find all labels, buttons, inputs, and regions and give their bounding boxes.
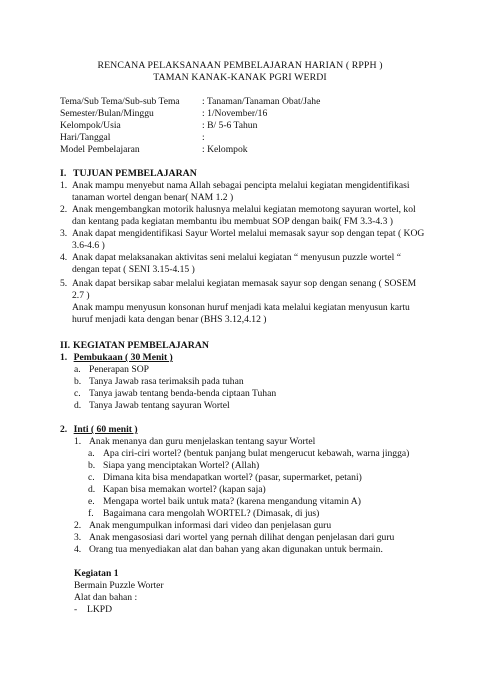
item-text: Anak mampu menyusun konsonan huruf menjadi kata melalui kegiatan menyusun kartu (72, 302, 410, 313)
item-text: Anak dapat mengidentifikasi Sayur Wortel melalui memasak sayur sop dengan tepat ( KOG (72, 228, 425, 239)
item-number: 3. (60, 228, 68, 239)
item-text: Apa ciri-ciri wortel? (bentuk panjang bulat mengerucut kebawah, warna jingga) (103, 448, 410, 459)
item-letter: a. (74, 364, 81, 375)
item-text: tanaman wortel dengan benar( NAM 1.2 ) (72, 192, 234, 203)
section-title: TUJUAN PEMBELAJARAN (73, 168, 197, 179)
item-text: Anak mengumpulkan informasi dari video dan penjelasan guru (89, 520, 332, 531)
meta-row-model (60, 144, 440, 156)
item-number: 2. (60, 204, 68, 215)
inti-label: Inti ( 60 menit ) (73, 424, 138, 435)
item-text: Tanya Jawab rasa terimaksih pada tuhan (89, 376, 244, 387)
item-letter: c. (74, 388, 81, 399)
item-number: 1. (74, 436, 82, 447)
item-text: huruf menjadi kata dengan benar (BHS 3.12,4.12 ) (72, 314, 267, 325)
item-text: 2.7 ) (72, 290, 90, 301)
meta-value: : 1/November/16 (202, 108, 268, 119)
meta-label: Hari/Tanggal (60, 132, 111, 143)
meta-row-tema (60, 96, 440, 108)
pembukaan-number: 1. (60, 352, 68, 363)
item-text: LKPD (87, 604, 113, 615)
meta-row-hari (60, 132, 440, 144)
inti-heading (60, 424, 138, 436)
item-number: 3. (74, 532, 82, 543)
item-letter: b. (74, 376, 82, 387)
item-text: Dimana kita bisa mendapatkan wortel? (pasar, supermarket, petani) (103, 472, 362, 483)
inti-number: 2. (60, 424, 68, 435)
item-number: 1. (60, 180, 68, 191)
item-letter: c. (88, 472, 95, 483)
bullet-dash: - (74, 604, 78, 615)
section-heading-tujuan (60, 168, 197, 180)
item-text: Anak dapat melaksanakan aktivitas seni melalui kegiatan “ menyusun puzzle wortel “ (72, 252, 402, 263)
item-text: Orang tua menyediakan alat dan bahan yang akan digunakan untuk bermain. (89, 544, 383, 555)
item-text: Kapan bisa memakan wortel? (kapan saja) (103, 484, 266, 495)
item-text: 3.6-4.6 ) (72, 240, 105, 251)
item-text: dan kentang pada kegiatan membantu ibu membuat SOP dengan baik( FM 3.3-4.3 ) (72, 216, 393, 227)
item-number: 2. (74, 520, 82, 531)
kegiatan-title: Kegiatan 1 (74, 568, 119, 579)
section-number: II. (60, 340, 71, 351)
meta-value: : B/ 5-6 Tahun (202, 120, 258, 131)
item-letter: b. (88, 460, 96, 471)
item-text: Tanya jawab tentang benda-benda ciptaan Tuhan (89, 388, 277, 399)
kegiatan-subtitle: Bermain Puzzle Worter (74, 580, 164, 591)
item-number: 4. (74, 544, 82, 555)
item-text: Anak dapat bersikap sabar melalui kegiatan memasak sayur sop dengan senang ( SOSEM (72, 278, 417, 289)
item-text: Anak menanya dan guru menjelaskan tentang sayur Wortel (89, 436, 316, 447)
meta-label: Kelompok/Usia (60, 120, 121, 131)
item-text: Anak mengasosiasi dari wortel yang pernah dilihat dengan penjelasan dari guru (89, 532, 395, 543)
item-text: Bagaimana cara mengolah WORTEL? (Dimasak, di jus) (103, 508, 320, 519)
section-number: I. (60, 168, 67, 179)
meta-row-kelompok (60, 120, 440, 132)
meta-value: : (202, 132, 205, 143)
document-title: RENCANA PELAKSANAAN PEMBELAJARAN HARIAN ( RPPH ) (97, 60, 383, 71)
item-number: 4. (60, 252, 68, 263)
section-heading-kegiatan (60, 340, 209, 352)
item-text: Tanya Jawab tentang sayuran Wortel (89, 400, 230, 411)
item-text: Anak mengembangkan motorik halusnya melalui kegiatan memotong sayuran wortel, kol (72, 204, 416, 215)
pembukaan-label: Pembukaan ( 30 Menit ) (73, 352, 173, 363)
meta-label: Tema/Sub Tema/Sub-sub Tema (60, 96, 180, 107)
school-name: TAMAN KANAK-KANAK PGRI WERDI (153, 72, 327, 83)
meta-row-semester (60, 108, 440, 120)
tools-label: Alat dan bahan : (74, 592, 138, 603)
item-letter: e. (88, 496, 95, 507)
meta-value: : Tanaman/Tanaman Obat/Jahe (202, 96, 321, 107)
item-text: Penerapan SOP (89, 364, 149, 375)
item-letter: a. (88, 448, 95, 459)
item-text: Anak mampu menyebut nama Allah sebagai pencipta melalui kegiatan mengidentifikasi (72, 180, 410, 191)
pembukaan-heading (60, 352, 173, 364)
item-letter: f. (88, 508, 94, 519)
item-text: dengan tepat ( SENI 3.15-4.15 ) (72, 264, 195, 275)
section-title: KEGIATAN PEMBELAJARAN (73, 340, 209, 351)
item-number: 5. (60, 278, 68, 289)
meta-label: Semester/Bulan/Minggu (60, 108, 154, 119)
meta-label: Model Pembelajaran (60, 144, 140, 155)
item-letter: d. (74, 400, 82, 411)
item-text: Siapa yang menciptakan Wortel? (Allah) (103, 460, 260, 471)
item-letter: d. (88, 484, 96, 495)
item-text: Mengapa wortel baik untuk mata? (karena mengandung vitamin A) (103, 496, 361, 507)
meta-value: : Kelompok (202, 144, 248, 155)
